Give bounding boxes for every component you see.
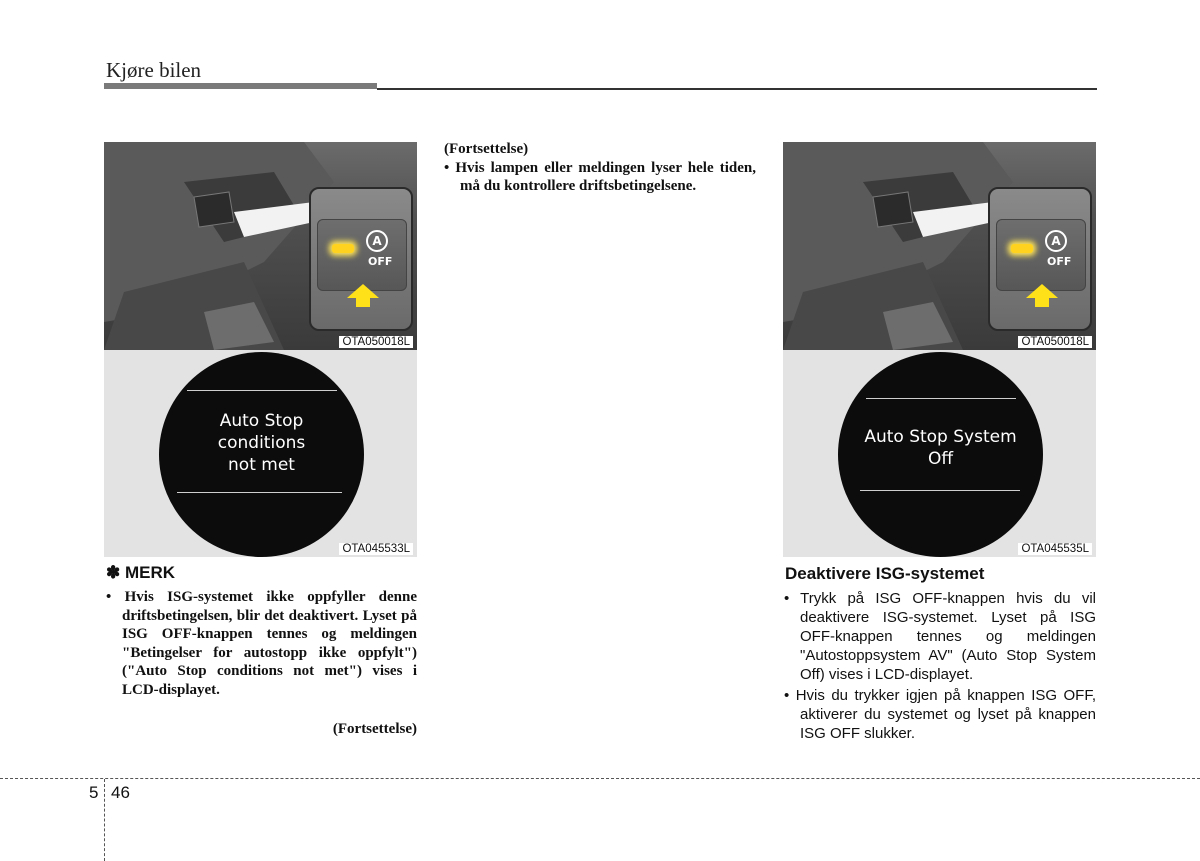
middle-bullet: • Hvis lampen eller meldingen lyser hele tiden, må du kontrollere driftsbetingelsene. bbox=[444, 159, 756, 195]
continued-label: (Fortsettelse) bbox=[332, 721, 417, 737]
header-rule-thin bbox=[377, 88, 1097, 90]
footer-divider bbox=[104, 779, 105, 861]
press-arrow-icon bbox=[347, 284, 379, 298]
section-heading: Deaktivere ISG-systemet bbox=[785, 564, 985, 583]
deactivate-bullet: • Hvis du trykker igjen på knappen ISG OFF, aktiverer du systemet og lyset på knappen ISG OFF slukker. bbox=[784, 687, 1096, 742]
isg-off-button-callout bbox=[309, 187, 413, 331]
lcd-display-circle bbox=[838, 352, 1043, 557]
figure-code-label: OTA050018L bbox=[339, 336, 413, 348]
figure-lcd-left bbox=[104, 350, 417, 557]
continued-label: (Fortsettelse) bbox=[444, 141, 529, 157]
note-bullet: • Hvis ISG-systemet ikke oppfyller denne driftsbetingelsen, blir det deaktivert. Lyset på ISG OFF-knappen tennes og meldingen "Betingelser for autostopp ikke oppfylt") ("Auto Stop conditions not met") vises i LCD-displayet. bbox=[106, 589, 417, 698]
middle-column bbox=[444, 140, 756, 196]
deactivate-body bbox=[784, 589, 1096, 745]
isg-auto-stop-icon: A bbox=[366, 230, 388, 252]
isg-auto-stop-icon: A bbox=[1045, 230, 1067, 252]
running-header: Kjøre bilen bbox=[106, 58, 202, 82]
figure-isg-button-photo-right bbox=[783, 142, 1096, 350]
chapter-number: 5 bbox=[89, 783, 99, 802]
header-rule-thick bbox=[104, 83, 377, 89]
isg-off-label: OFF bbox=[368, 255, 393, 268]
press-arrow-icon bbox=[1026, 284, 1058, 298]
note-heading: ✽ MERK bbox=[106, 563, 176, 582]
note-body bbox=[106, 588, 417, 700]
footer-rule bbox=[0, 778, 1200, 779]
lcd-display-circle bbox=[159, 352, 364, 557]
isg-button-panel bbox=[996, 219, 1086, 291]
figure-lcd-right bbox=[783, 350, 1096, 557]
isg-off-button-callout bbox=[988, 187, 1092, 331]
lcd-message: Auto Stop conditions not met bbox=[217, 411, 306, 475]
indicator-lamp-icon bbox=[332, 244, 354, 253]
figure-code-label: OTA045535L bbox=[1018, 543, 1092, 555]
figure-code-label: OTA045533L bbox=[339, 543, 413, 555]
figure-isg-button-photo-left bbox=[104, 142, 417, 350]
indicator-lamp-icon bbox=[1011, 244, 1033, 253]
page-number: 46 bbox=[111, 783, 130, 802]
isg-button-panel bbox=[317, 219, 407, 291]
deactivate-bullet: • Trykk på ISG OFF-knappen hvis du vil deaktivere ISG-systemet. Lyset på ISG OFF-knappen tennes og meldingen "Autostoppsystem AV" (Auto Stop System Off) vises i LCD-displayet. bbox=[784, 590, 1096, 683]
figure-code-label: OTA050018L bbox=[1018, 336, 1092, 348]
lcd-message: Auto Stop System Off bbox=[864, 427, 1017, 469]
isg-off-label: OFF bbox=[1047, 255, 1072, 268]
